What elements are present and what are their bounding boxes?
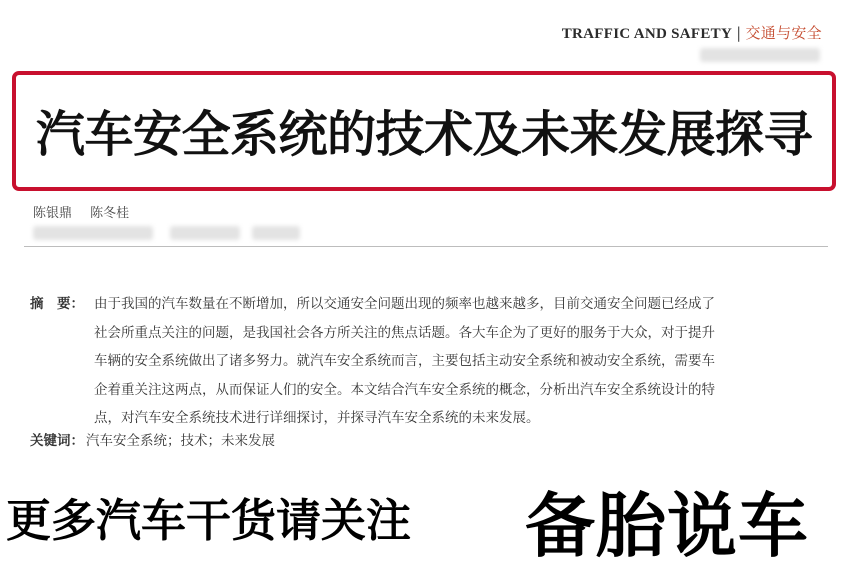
abstract-line: 社会所重点关注的问题，是我国社会各方所关注的焦点话题。各大车企为了更好的服务于大众，对于提升 — [94, 324, 715, 341]
section-name-cn: 交通与安全 — [745, 24, 822, 42]
author-name: 陈冬桂 — [90, 206, 130, 221]
abstract-line: 点，对汽车安全系统技术进行详细探讨，并探寻汽车安全系统的未来发展。 — [94, 410, 540, 426]
follow-caption: 更多汽车干货请关注 — [6, 494, 412, 547]
keywords — [30, 429, 275, 449]
author-name: 陈银鼎 — [33, 206, 73, 221]
blurred-affiliation-segment — [252, 226, 300, 240]
blurred-header-bar — [700, 48, 820, 62]
keywords-label: 关键词： — [30, 433, 84, 449]
abstract-line: 企着重关注这两点，从而保证人们的安全。本文结合汽车安全系统的概念，分析出汽车安全系统设计的特 — [94, 381, 715, 398]
section-name-en: TRAFFIC AND SAFETY — [561, 26, 733, 42]
blurred-affiliation-segment — [170, 226, 240, 240]
divider — [24, 246, 828, 247]
section-header — [562, 22, 822, 43]
article-title: 汽车安全系统的技术及未来发展探寻 — [35, 106, 812, 163]
abstract-label: 摘 要： — [30, 296, 84, 312]
keywords-value: 汽车安全系统；技术；未来发展 — [86, 433, 275, 449]
abstract — [30, 290, 820, 433]
brand-name: 备胎说车 — [525, 485, 809, 567]
abstract-line: 由于我国的汽车数量在不断增加，所以交通安全问题出现的频率也越来越多，目前交通安全问题已经成了 — [94, 296, 715, 312]
blurred-affiliation-segment — [33, 226, 153, 240]
section-separator: | — [736, 24, 742, 42]
abstract-line: 车辆的安全系统做出了诸多努力。就汽车安全系统而言，主要包括主动安全系统和被动安全系统，需要车 — [94, 353, 715, 369]
title-box — [12, 71, 836, 191]
abstract-body — [94, 290, 820, 433]
promo-overlay — [0, 466, 852, 568]
authors — [33, 202, 129, 221]
